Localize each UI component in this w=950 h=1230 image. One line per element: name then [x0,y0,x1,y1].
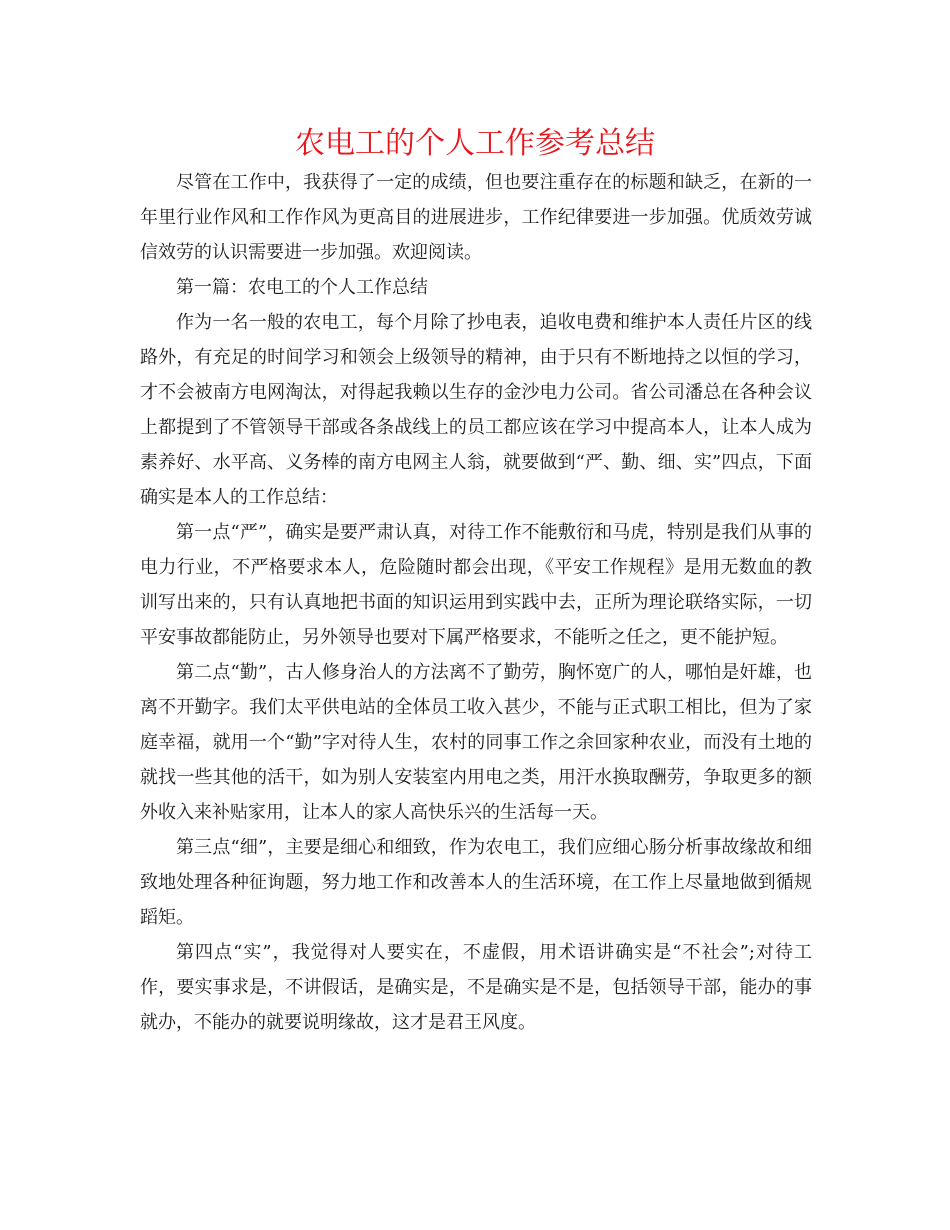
document-title: 农电工的个人工作参考总结 [295,126,655,161]
body-paragraph: 第四点“实”，我觉得对人要实在，不虚假，用术语讲确实是“不社会”;对待工作，要实事求是，不讲假话，是确实是，不是确实是不是，包括领导干部，能办的事就办，不能办的就要说明缘故，这才是君王风度。 [140,942,812,1033]
document-body [140,165,812,1040]
body-paragraph: 作为一名一般的农电工，每个月除了抄电表，追收电费和维护本人责任片区的线路外，有充足的时间学习和领会上级领导的精神，由于只有不断地持之以恒的学习，才不会被南方电网淘汰，对得起我赖以生存的金沙电力公司。省公司潘总在各种会议上都提到了不管领导干部或各条战线上的员工都应该在学习中提高本人，让本人成为素养好、水平高、义务棒的南方电网主人翁，就要做到“严、勤、细、实”四点，下面确实是本人的工作总结： [140,312,812,508]
body-paragraph: 第三点“细”，主要是细心和细致，作为农电工，我们应细心肠分析事故缘故和细致地处理各种征询题，努力地工作和改善本人的生活环境，在工作上尽量地做到循规蹈矩。 [140,837,812,928]
body-paragraph: 第二点“勤”，古人修身治人的方法离不了勤劳，胸怀宽广的人，哪怕是奸雄，也离不开勤字。我们太平供电站的全体员工收入甚少，不能与正式职工相比，但为了家庭幸福，就用一个“勤”字对待人生，农村的同事工作之余回家种农业，而没有土地的就找一些其他的活干，如为别人安装室内用电之类，用汗水换取酬劳，争取更多的额外收入来补贴家用，让本人的家人高快乐兴的生活每一天。 [140,662,812,823]
intro-paragraph: 尽管在工作中，我获得了一定的成绩，但也要注重存在的标题和缺乏，在新的一年里行业作风和工作作风为更高目的进展进步，工作纪律要进一步加强。优质效劳诚信效劳的认识需要进一步加强。欢迎阅读。 [140,172,812,263]
body-paragraph: 第一点“严”，确实是要严肃认真，对待工作不能敷衍和马虎，特别是我们从事的电力行业，不严格要求本人，危险随时都会出现，《平安工作规程》是用无数血的教训写出来的，只有认真地把书面的知识运用到实践中去，正所为理论联络实际，一切平安事故都能防止，另外领导也要对下属严格要求，不能听之任之，更不能护短。 [140,522,812,648]
section-heading: 第一篇：农电工的个人工作总结 [176,277,428,298]
